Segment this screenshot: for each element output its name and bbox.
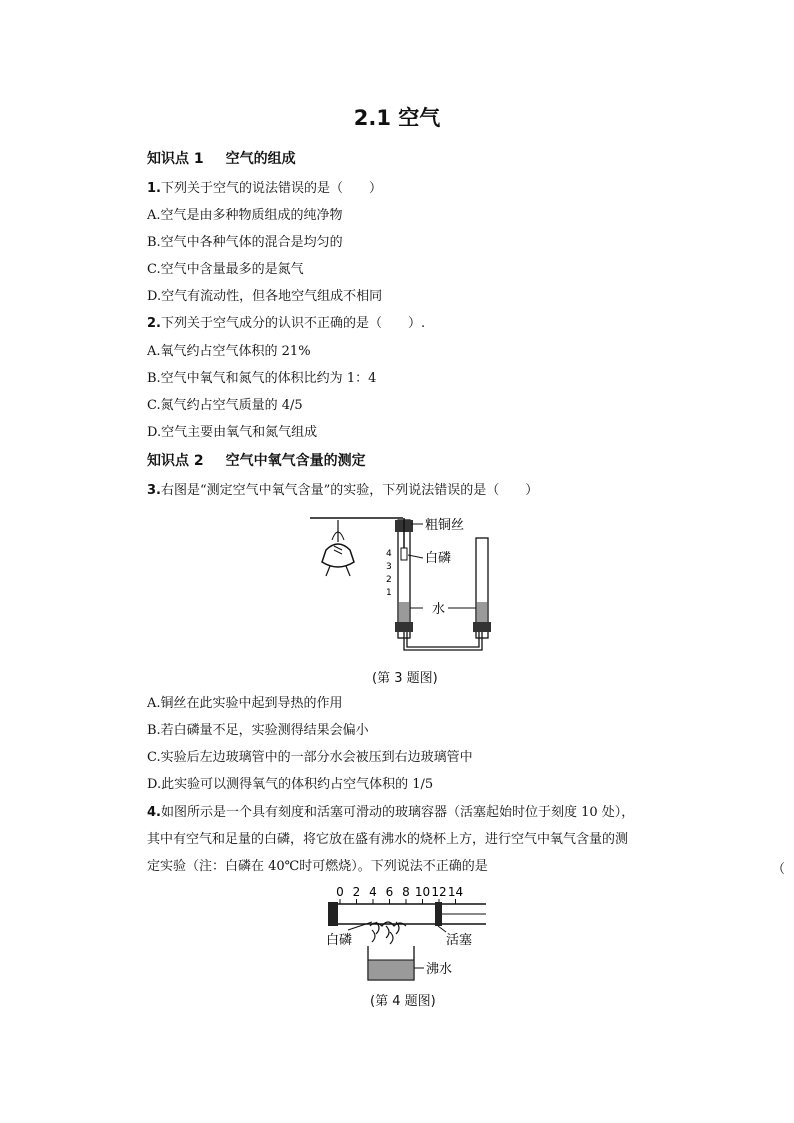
scale-tick-label: 10 [414, 885, 431, 899]
q1-option-a: A.空气是由多种物质组成的纯净物 [147, 208, 343, 223]
page-title: 2.1 空气 [353, 106, 441, 130]
glass-container [328, 902, 486, 926]
question-text: 右图是“测定空气中氧气含量”的实验，下列说法错误的是（ ） [160, 483, 539, 498]
scale-tick-label: 14 [447, 885, 464, 899]
q1-option-c: C.空气中含量最多的是氮气 [147, 262, 304, 277]
scale-label: 1 [386, 588, 392, 598]
left-glass-tube [395, 518, 413, 638]
q3-figure-caption: (第 3 题图) [372, 671, 438, 686]
q3-option-d: D.此实验可以测得氧气的体积约占空气体积的 1/5 [147, 777, 434, 792]
alcohol-lamp-icon [322, 520, 354, 576]
scale-tick-label: 6 [385, 885, 394, 899]
section-text: 空气中氧气含量的测定 [225, 453, 366, 469]
q4-figure-caption: (第 4 题图) [370, 994, 436, 1009]
q3-apparatus-figure [308, 510, 508, 660]
section-label: 知识点 1 [147, 151, 204, 167]
water-fill [399, 602, 410, 622]
question-text: 如图所示是一个具有刻度和活塞可滑动的玻璃容器（活塞起始时位于刻度 10 处）， [160, 805, 635, 820]
question-text: 下列关于空气的说法错误的是（ ） [160, 181, 382, 196]
section-label: 知识点 2 [147, 453, 204, 469]
question-2-stem [147, 315, 425, 333]
question-1-stem [147, 180, 382, 198]
q2-option-a: A.氧气约占空气体积的 21% [147, 344, 311, 359]
question-number: 2. [147, 316, 161, 331]
question-text: 下列关于空气成分的认识不正确的是（ ）. [160, 316, 426, 331]
scale-tick-label: 4 [369, 885, 377, 899]
q3-option-b: B.若白磷量不足，实验测得结果会偏小 [147, 723, 369, 738]
scale-label: 2 [386, 575, 392, 585]
question-number: 1. [147, 181, 161, 196]
label-piston: 活塞 [446, 933, 473, 948]
q2-option-d: D.空气主要由氧气和氮气组成 [147, 425, 318, 440]
question-4-line-3: 定实验（注：白磷在 40℃时可燃烧）。下列说法不正确的是 [147, 859, 488, 874]
scale-label: 3 [386, 562, 392, 572]
scale-ticks [336, 885, 463, 904]
question-4-line-2: 其中有空气和足量的白磷，将它放在盛有沸水的烧杯上方，进行空气中氧气含量的测 [147, 832, 629, 847]
right-glass-tube [473, 538, 491, 638]
question-number: 3. [147, 483, 161, 498]
q4-apparatus-figure [320, 882, 490, 988]
section-text: 空气的组成 [225, 151, 296, 167]
beaker [368, 922, 414, 980]
question-number: 4. [147, 805, 161, 820]
label-white-phosphorus: 白磷 [425, 551, 452, 566]
q4-answer-paren: （ [772, 862, 786, 877]
label-copper-wire: 粗铜丝 [425, 518, 465, 533]
question-4-line-1 [147, 804, 634, 822]
scale-tick-label: 8 [402, 885, 410, 899]
scale-tick-label: 0 [336, 885, 344, 899]
section-heading-1 [147, 150, 296, 168]
q3-option-c: C.实验后左边玻璃管中的一部分水会被压到右边玻璃管中 [147, 750, 473, 765]
question-3-stem [147, 482, 538, 500]
q2-option-b: B.空气中氧气和氮气的体积比约为 1：4 [147, 371, 377, 386]
scale-tick-label: 2 [352, 885, 361, 899]
q2-option-c: C.氮气约占空气质量的 4/5 [147, 398, 303, 413]
q3-option-a: A.铜丝在此实验中起到导热的作用 [147, 696, 343, 711]
scale-label: 4 [386, 549, 392, 559]
scale-tick-label: 12 [431, 885, 447, 899]
label-water: 水 [432, 602, 446, 617]
label-white-phosphorus: 白磷 [326, 933, 353, 948]
piston [435, 902, 442, 926]
section-heading-2 [147, 452, 366, 470]
label-boiling-water: 沸水 [426, 962, 453, 977]
q1-option-d: D.空气有流动性，但各地空气组成不相同 [147, 289, 383, 304]
q1-option-b: B.空气中各种气体的混合是均匀的 [147, 235, 343, 250]
